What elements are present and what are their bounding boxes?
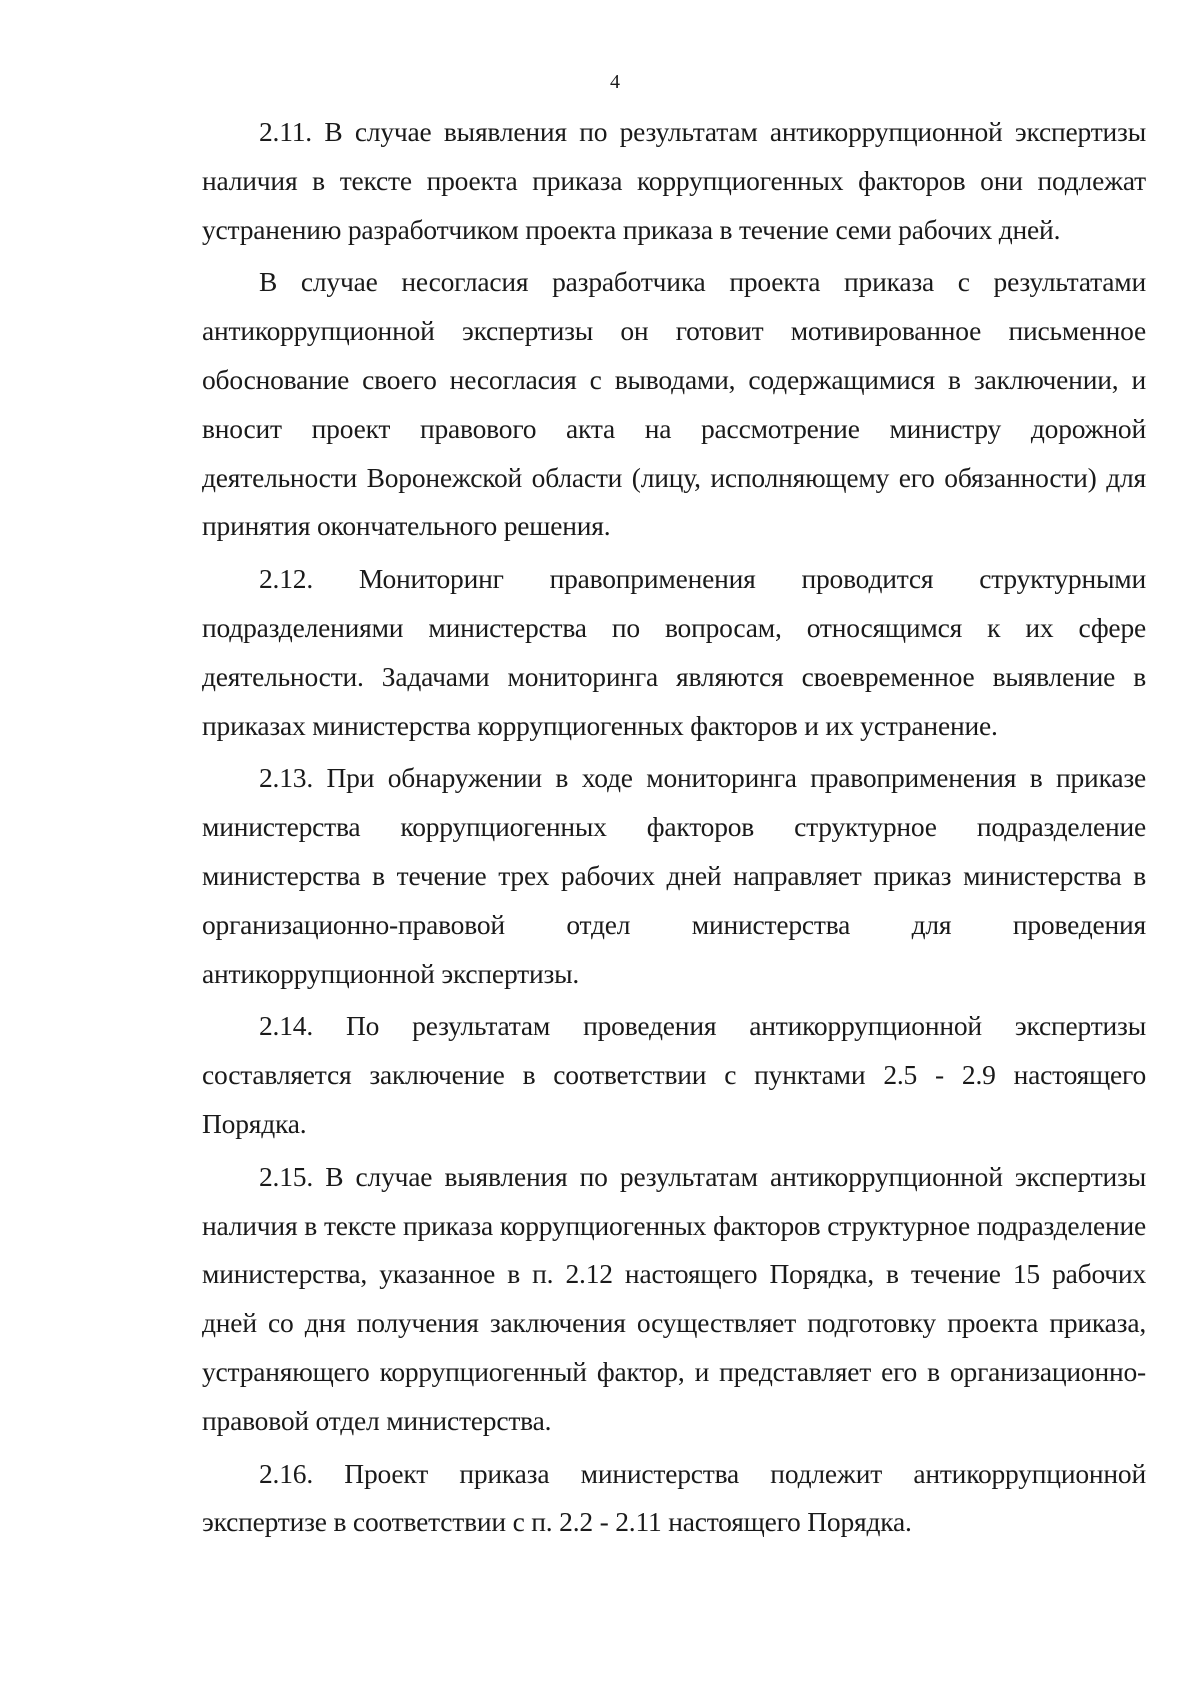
paragraph-2-14: 2.14. По результатам проведения антикоррупционной экспертизы составляется заключение в соответствии с пунктами 2.5 - 2.9 настоящего Порядка. [202,1010,1146,1139]
page-number: 4 [610,71,620,93]
paragraph-2-15: 2.15. В случае выявления по результатам антикоррупционной экспертизы наличия в тексте приказа коррупциогенных факторов структурное подразделение министерства, указанное в п. 2.12 настоящего Порядка, в течение 15 рабочих дней со дня получения заключения осуществляет подготовку проекта приказа, устраняющего коррупциогенный фактор, и представляет его в организационно-правовой отдел министерства. [202,1160,1146,1436]
paragraph-2-11: 2.11. В случае выявления по результатам антикоррупционной экспертизы наличия в тексте проекта приказа коррупциогенных факторов они подлежат устранению разработчиком проекта приказа в течение семи рабочих дней. [202,116,1146,245]
paragraph-2-12: 2.12. Мониторинг правоприменения проводится структурными подразделениями министерства по вопросам, относящимся к их сфере деятельности. Задачами мониторинга являются своевременное выявление в приказах министерства коррупциогенных факторов и их устранение. [202,563,1146,741]
document-body [202,108,1146,1551]
paragraph-2-16: 2.16. Проект приказа министерства подлежит антикоррупционной экспертизе в соответствии с п. 2.2 - 2.11 настоящего Порядка. [202,1457,1146,1538]
paragraph-2-11-disagreement: В случае несогласия разработчика проекта приказа с результатами антикоррупционной экспертизы он готовит мотивированное письменное обоснование своего несогласия с выводами, содержащимися в заключении, и вносит проект правового акта на рассмотрение министру дорожной деятельности Воронежской области (лицу, исполняющему его обязанности) для принятия окончательного решения. [202,266,1146,542]
paragraph-2-13: 2.13. При обнаружении в ходе мониторинга правоприменения в приказе министерства коррупциогенных факторов структурное подразделение министерства в течение трех рабочих дней направляет приказ министерства в организационно-правовой отдел министерства для проведения антикоррупционной экспертизы. [202,762,1146,989]
